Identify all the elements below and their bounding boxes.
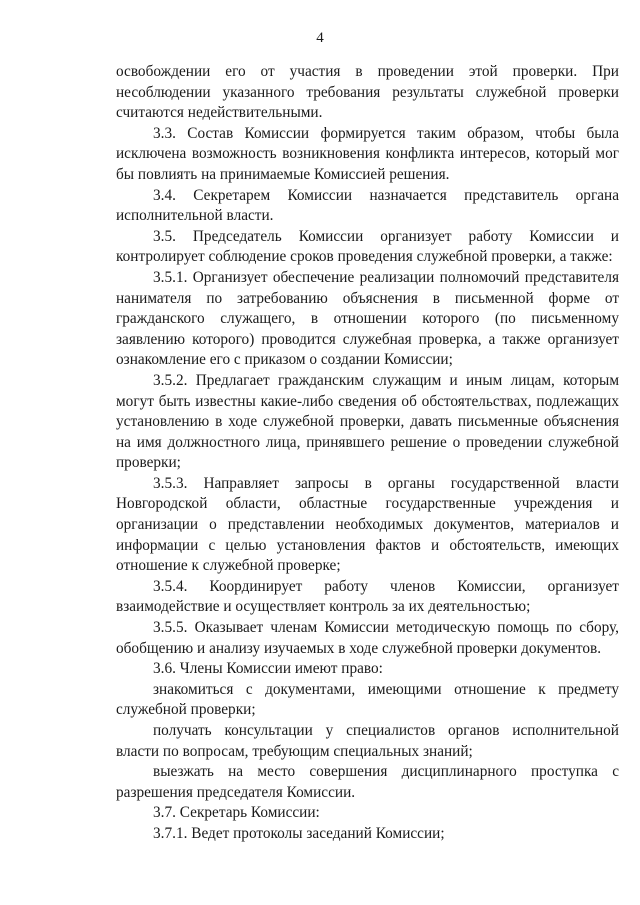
page-number: 4 [316, 30, 324, 46]
paragraph-3-6-item-2: получать консультации у специалистов органов исполнительной власти по вопросам, требующим специальных знаний; [116, 722, 619, 760]
paragraph-3-5-4: 3.5.4. Координирует работу членов Комиссии, организует взаимодействие и осуществляет контроль за их деятельностью; [116, 577, 619, 616]
paragraph-continuation: освобождении его от участия в проведении этой проверки. При несоблюдении указанного требования результаты служебной проверки считаются недействительными. [116, 63, 619, 122]
paragraph-3-5-1: 3.5.1. Организует обеспечение реализации полномочий представителя нанимателя по затребованию объяснения в письменной форме от гражданского служащего, в отношении которого (по письменному заявлению которого) проводится служебная проверка, а также организует ознакомление его с приказом о создании Комиссии; [116, 268, 619, 369]
paragraph-3-3: 3.3. Состав Комиссии формируется таким образом, чтобы была исключена возможность возникновения конфликта интересов, который мог бы повлиять на принимаемые Комиссией решения. [116, 124, 619, 183]
paragraph-3-5: 3.5. Председатель Комиссии организует работу Комиссии и контролирует соблюдение сроков проведения служебной проверки, а также: [116, 227, 619, 266]
paragraph-3-6: 3.6. Члены Комиссии имеют право: [153, 660, 383, 678]
document-body [116, 62, 619, 845]
paragraph-3-5-2: 3.5.2. Предлагает гражданским служащим и иным лицам, которым могут быть известны какие-либо сведения об обстоятельствах, подлежащих установлению в ходе служебной проверки, давать письменные объяснения на имя должностного лица, принявшего решение о проведении служебной проверки; [116, 371, 619, 472]
paragraph-3-5-3: 3.5.3. Направляет запросы в органы государственной власти Новгородской области, областные государственные учреждения и организации о представлении необходимых документов, материалов и информации с целью установления фактов и обстоятельств, имеющих отношение к служебной проверке; [116, 474, 619, 575]
paragraph-3-5-5: 3.5.5. Оказывает членам Комиссии методическую помощь по сбору, обобщению и анализу изучаемых в ходе служебной проверки документов. [116, 619, 619, 657]
paragraph-3-4: 3.4. Секретарем Комиссии назначается представитель органа исполнительной власти. [116, 186, 619, 225]
paragraph-3-7-1: 3.7.1. Ведет протоколы заседаний Комиссии; [153, 824, 445, 842]
paragraph-3-6-item-1: знакомиться с документами, имеющими отношение к предмету служебной проверки; [116, 680, 619, 719]
paragraph-3-6-item-3: выезжать на место совершения дисциплинарного проступка с разрешения председателя Комиссии. [116, 763, 619, 801]
paragraph-3-7: 3.7. Секретарь Комиссии: [153, 804, 320, 822]
